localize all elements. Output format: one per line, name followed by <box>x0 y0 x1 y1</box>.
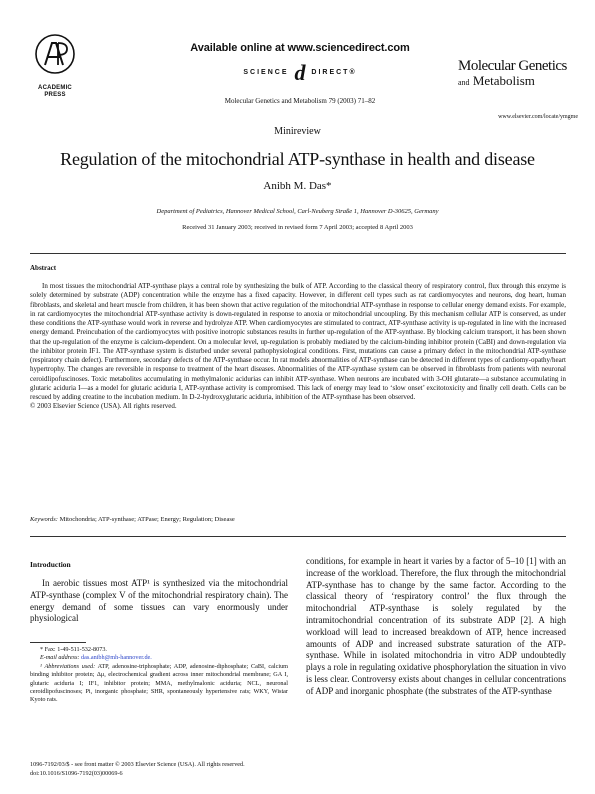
publisher-name-line2: PRESS <box>44 92 66 98</box>
ap-tree-logo-icon <box>33 32 77 78</box>
footnotes <box>30 646 288 705</box>
footnote-abbrev: ATP, adenosine-triphosphate; ADP, adenosine-diphosphate; CaBI, calcium binding inhibitor protein; Δμ, electrochemical gradient across inner mitochondrial membrane; GA I, glutaric aciduria I; IF1, inhibitor protein; MMA, methylmalonic aciduria; NCL, neuronal ceroidlipofuscinoses; Pi, inorganic phosphate; SHR, spontaneously hypertensive rats; WKY, Wistar Kyoto rats. <box>30 662 288 704</box>
footnote-abbrev-label: ¹ Abbreviations used: <box>40 662 96 670</box>
footer-copyright: 1096-7192/03/$ - see front matter © 2003 Elsevier Science (USA). All rights reserved. <box>30 761 245 768</box>
introduction-left-text: In aerobic tissues most ATP¹ is synthesized via the mitochondrial ATP-synthase (complex V of the mitochondrial respiratory chain). The energy demand of some tissues can vary enormously under physiological <box>30 578 288 624</box>
keywords-label: Keywords: <box>30 516 58 523</box>
journal-citation: Molecular Genetics and Metabolism 79 (2003) 71–82 <box>224 97 376 105</box>
sciencedirect-logo <box>155 60 445 86</box>
author-email-link[interactable]: das.anibh@mh-hannover.de. <box>81 654 152 662</box>
sciencedirect-banner <box>155 42 445 86</box>
article-title: Regulation of the mitochondrial ATP-synthase in health and disease <box>60 149 535 169</box>
abstract-heading: Abstract <box>30 264 57 272</box>
keywords <box>30 516 566 523</box>
sd-brand-left: SCIENCE <box>243 69 289 76</box>
article-dates: Received 31 January 2003; received in revised form 7 April 2003; accepted 8 April 2003 <box>182 224 413 231</box>
abstract-copyright: © 2003 Elsevier Science (USA). All rights reserved. <box>30 402 177 411</box>
abstract-body <box>30 282 566 412</box>
introduction-right-text: conditions, for example in heart it varies by a factor of 5–10 [1] with an increase of the workload. Therefore, the flux through the mitochondrial ATP-synthase has to change by the same factor. According to the classical theory of ‘respiratory control’ the flux through the mitochondrial ATP-synthase is solely regulated by the intramitochondrial concentration of its substrate ADP [2]. A high workload will lead to increased breakdown of ATP, hence increased amounts of ADP and increased substrate saturation of the ATP-synthase. While in isolated mitochondria in vitro ADP undoubtedly plays a role in regulating oxidative phosphorylation the situation in vivo is less clear. Controversy exists about changes in cellular concentrations of ADP and inorganic phosphate (the substrates of the ATP-synthase <box>306 556 566 696</box>
publisher-logo <box>30 32 80 99</box>
footnote-fax: * Fax: 1-49-511-532-8073. <box>40 646 107 653</box>
article-author: Anibh M. Das* <box>263 180 332 192</box>
article-type: Minireview <box>274 126 321 137</box>
left-column <box>30 560 288 625</box>
author-affiliation: Department of Pediatrics, Hannover Medical School, Carl-Neuberg Straße 1, Hannover D-30625, Germany <box>156 208 439 215</box>
journal-logo-line1: Molecular Genetics <box>458 58 567 74</box>
availability-text[interactable]: Available online at www.sciencedirect.com <box>190 42 410 54</box>
divider-top <box>30 253 566 254</box>
journal-website-link[interactable]: www.elsevier.com/locate/ymgme <box>498 114 578 120</box>
journal-logo-line2: Metabolism <box>472 73 535 88</box>
keywords-value: Mitochondria; ATP-synthase; ATPase; Energy; Regulation; Disease <box>59 516 235 523</box>
right-column <box>306 556 566 698</box>
publisher-name-line1: ACADEMIC <box>38 85 72 91</box>
abstract-text: In most tissues the mitochondrial ATP-synthase plays a central role by synthesizing the bulk of ATP. According to the classical theory of respiratory control, flux through this enzyme is solely determined by substrate (ADP) concentration while the enzyme has a fixed capacity. However, in different cell types such as rat cardiomyocytes and neurons, dog heart, human fibroblasts, and skeletal and heart muscle from children, it has been shown that active regulation of the mitochondrial ATP-synthase in response to cellular energy demand exists. For example, in rat cardiomyocytes the mitochondrial ATP-synthase activity is down-regulated in response to anoxia or mitochondrial uncoupling. By this mechanism cellular ATP is conserved, as under these conditions the ATP-synthase would work in reverse and hydrolyze ATP. When cardiomyocytes are stimulated to contract, ATP-synthase activity is up-regulated in line with the increased energy demand. Preincubation of the cardiomyocytes with positive inotropic substances results in further up-regulation of the ATP-synthase. By blocking calcium transport, it has been shown that the up-regulation of the enzyme is calcium-dependent. On a molecular level, up-regulation is probably mediated by the calcium-binding inhibitor protein (CaBI) and down-regulation via the inhibitor protein IF1. The ATP-synthase system is disturbed under several pathophysiological conditions. First, mutations can cause a primary defect in the mitochondrial ATP-synthase (respiratory chain defect). Furthermore, secondary defects of the ATP-synthase occur. In rat models abnormalities of ATP-synthase can be detected in different types of cardiomy-opathy/heart hypertrophy. The changes are reversible in response to treatment of the heart diseases. Abnormalities of the ATP-synthase system can be observed in fibroblasts from patients with neuronal ceroidlipofuscinoses. Toxic metabolites accumulating in methylmalonic acidurias can inhibit ATP-synthase. When neurons are incubated with 3-OH glutarate—a substance accumulating in glutaric aciduria I—as a model for glutaric aciduria I, ATP-synthase activity is compromised. This lack of energy may lead to ‘slow onset’ excitotoxicity and finally cell death. Cells can be rescued by adding creatine to the incubation medium. In D-2-hydroxyglutaric aciduria, inhibition of the ATP-synthase has been observed. <box>30 282 566 401</box>
footnote-rule <box>30 642 86 643</box>
introduction-heading: Introduction <box>30 560 71 569</box>
journal-logo <box>458 58 578 90</box>
sd-brand-right: DIRECT® <box>311 69 357 76</box>
journal-logo-and: and <box>458 78 470 87</box>
divider-bottom <box>30 536 566 537</box>
sd-brand-mid: d <box>294 60 306 85</box>
footer-doi: doi:10.1016/S1096-7192(03)00069-6 <box>30 769 123 777</box>
footnote-email-label: E-mail address: <box>40 654 80 662</box>
page-footer <box>30 761 566 778</box>
